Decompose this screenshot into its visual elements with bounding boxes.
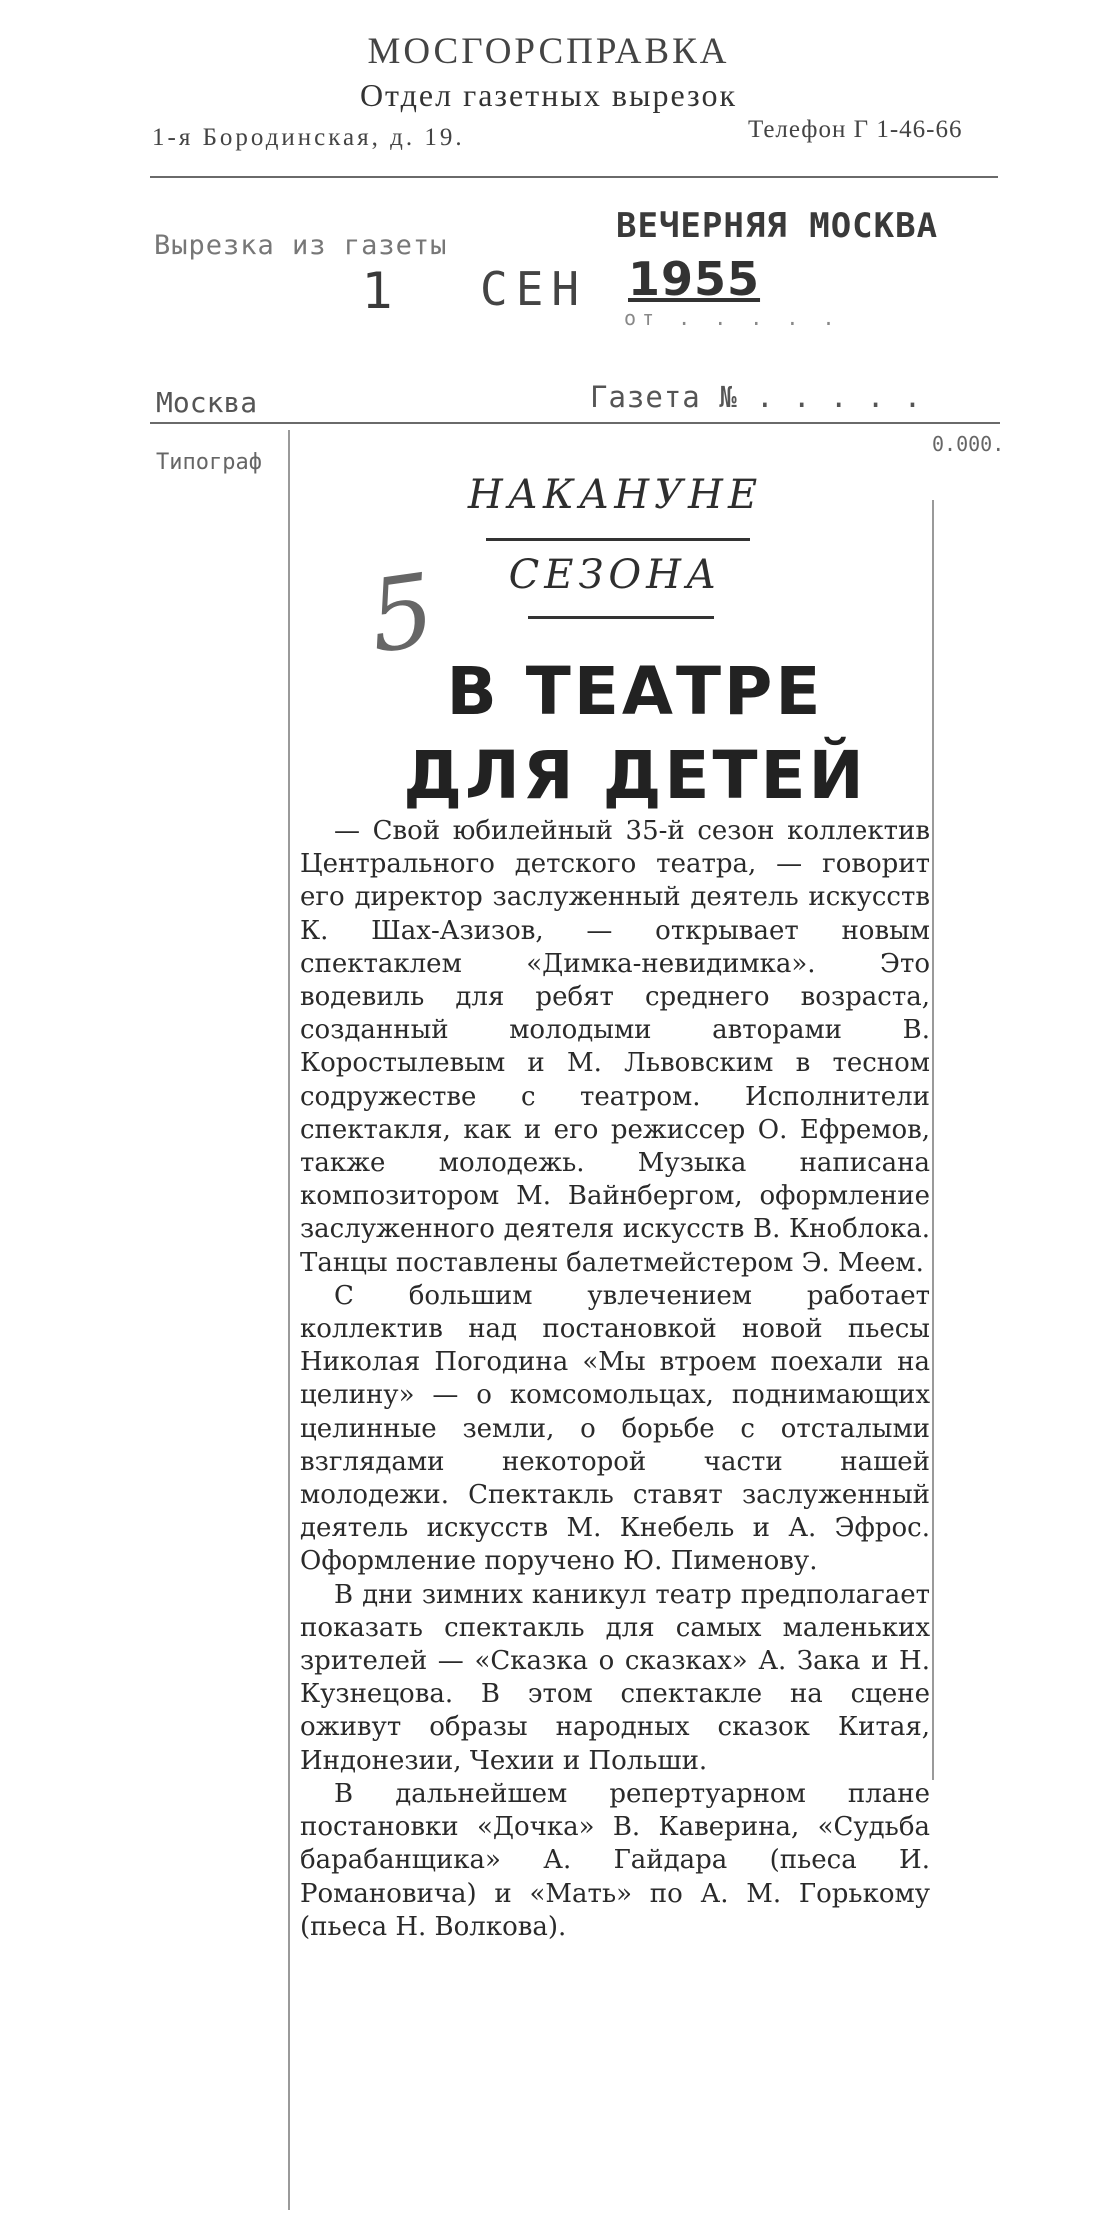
typography-label: Типограф [156,450,262,475]
form-divider [150,422,1000,424]
rubric-underline-2 [528,616,714,619]
rubric-line-2: СЕЗОНА [508,552,722,598]
stamp-department: Отдел газетных вырезок [359,77,738,113]
headline-line-1: В ТЕАТРЕ [446,653,824,730]
headline-line-2: ДЛЯ ДЕТЕЙ [403,737,867,814]
article-paragraph: — Свой юбилейный 35-й сезон коллектив Центрального детского театра, — говорит его директор заслуженный деятель искусств К. Шах-Азизов, — открывает новым спектаклем «Димка-невидимка». Это водевиль для ребят среднего возраста, созданный молодыми авторами В. Коростылевым и М. Львовским в тесном содружестве с театром. Исполнители спектакля, как и его режиссер О. Ефремов, также молодежь. Музыка написана композитором М. Вайнбергом, оформление заслуженного деятеля искусств В. Кноблока. Танцы поставлены балетмейстером Э. Меем. [300,816,930,1278]
headline [355,650,915,818]
date-ot-dots: от . . . . . [624,306,841,330]
header-divider [150,176,998,178]
stamp-address: 1-я Бородинская, д. 19. [152,124,465,151]
city-label: Москва [156,386,258,419]
cutting-from-label: Вырезка из газеты [154,230,448,261]
article-paragraph: В дни зимних каникул театр предполагает показать спектакль для самых маленьких зрителей — «Сказка о сказках» А. Зака и Н. Кузнецова. В этом спектакле на сцене оживут образы народных сказок Китая, Индонезии, Чехии и Польши. [300,1579,930,1776]
clipping-right-edge [932,500,934,1780]
date-year: 1955 [628,252,761,306]
clipping-left-edge [288,430,290,2210]
stamp-phone: Телефон Г 1-46-66 [748,116,963,143]
article-paragraph: В дальнейшем репертуарном плане постановки «Дочка» В. Каверина, «Судьба барабанщика» А. Гайдара (пьеса И. Романовича) и «Мать» по А. М. Горькому (пьеса Н. Волкова). [300,1778,930,1942]
article-body [300,815,930,1944]
article-paragraph: С большим увлечением работает коллектив над постановкой новой пьесы Николая Погодина «Мы втроем поехали на целину» — о комсомольцах, поднимающих целинные земли, о борьбе с отсталыми взглядами некоторой части нашей молодежи. Спектакль ставят заслуженный деятель искусств М. Кнебель и А. Эфрос. Оформление поручено Ю. Пименову. [300,1280,930,1577]
gazette-number-label: Газета № . . . . . [590,380,923,414]
circulation-label: 0.000. [932,432,1005,456]
pencil-annotation: 5 [362,551,442,676]
rubric-line-1: НАКАНУНЕ [467,472,763,518]
date-day: 1 [362,262,394,320]
date-month: СЕН [480,262,588,316]
rubric-underline-1 [486,538,750,541]
stamp-org-name: МОСГОРСПРАВКА [367,31,730,72]
newspaper-name: ВЕЧЕРНЯЯ МОСКВА [616,206,939,246]
